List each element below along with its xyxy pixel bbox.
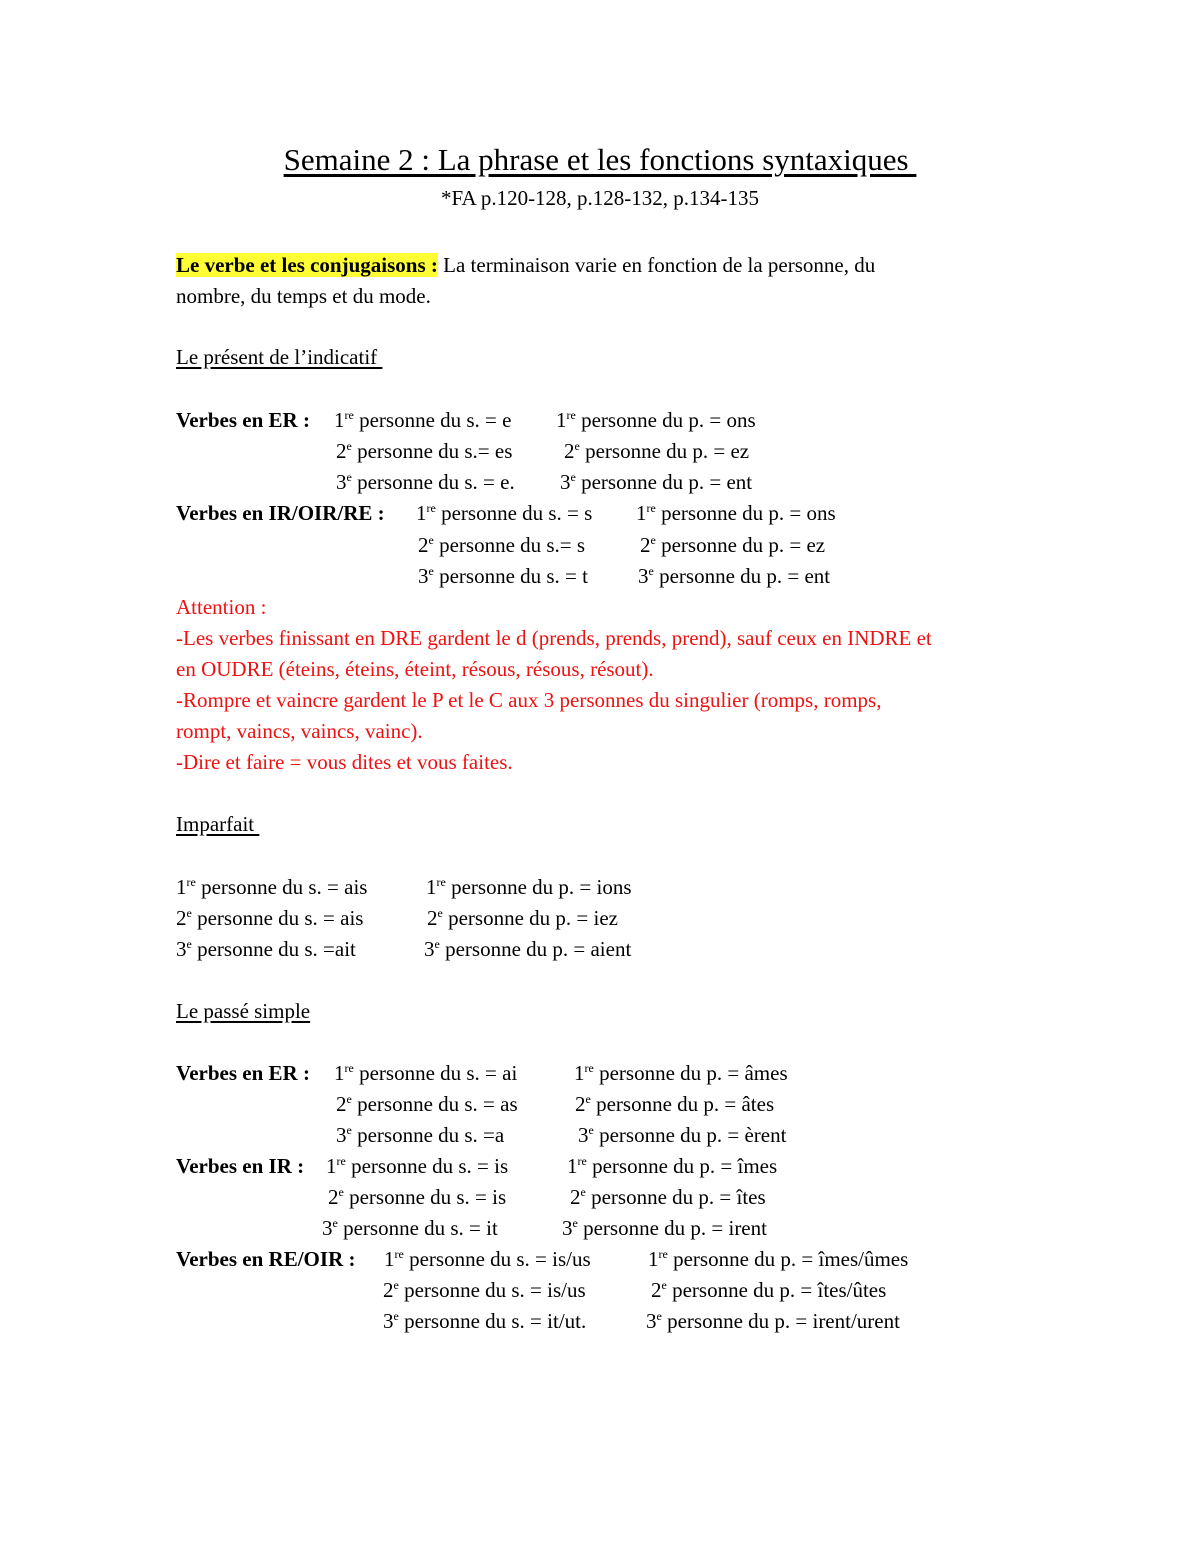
conj-cell: 3e personne du p. = ent: [560, 470, 753, 494]
conj-cell: 2e personne du s.= s: [418, 533, 586, 557]
ps-er-label: Verbes en ER :: [176, 1061, 310, 1085]
conj-cell: 2e personne du s. = ais: [176, 906, 364, 930]
intro-line-1: [176, 252, 875, 278]
conj-cell: 2e personne du s. = as: [336, 1092, 518, 1116]
conj-cell: 3e personne du s. = it/ut.: [383, 1309, 587, 1333]
conj-cell: 1re personne du p. = ions: [426, 875, 632, 899]
conj-cell: 1re personne du s. = is: [326, 1154, 509, 1178]
conj-cell: 3e personne du p. = ent: [638, 564, 831, 588]
conj-cell: 2e personne du p. = îtes: [570, 1185, 766, 1209]
conj-cell: 3e personne du s. = it: [322, 1216, 498, 1240]
present-er-label: Verbes en ER :: [176, 408, 310, 432]
conj-cell: 2e personne du p. = ez: [564, 439, 750, 463]
intro-heading: Le verbe et les conjugaisons :: [176, 253, 438, 277]
conj-cell: 3e personne du p. = irent: [562, 1216, 767, 1240]
intro-line-2: nombre, du temps et du mode.: [176, 284, 431, 308]
attention-heading: Attention :: [176, 595, 267, 619]
attention-line: en OUDRE (éteins, éteins, éteint, résous, résous, résout).: [176, 657, 654, 681]
conj-cell: 3e personne du p. = aient: [424, 937, 632, 961]
present-heading: Le présent de l’indicatif: [176, 345, 383, 369]
conj-cell: 3e personne du s. = t: [418, 564, 588, 588]
conj-cell: 1re personne du p. = âmes: [574, 1061, 788, 1085]
attention-line: rompt, vaincs, vaincs, vainc).: [176, 719, 423, 743]
attention-line: -Dire et faire = vous dites et vous faites.: [176, 750, 513, 774]
intro-text-1: La terminaison varie en fonction de la personne, du: [437, 253, 876, 277]
conj-cell: 3e personne du s. = e.: [336, 470, 515, 494]
conj-cell: 3e personne du p. = èrent: [578, 1123, 787, 1147]
conj-cell: 1re personne du p. = ons: [636, 501, 836, 525]
conj-cell: 2e personne du s. = is: [328, 1185, 507, 1209]
passe-simple-heading: Le passé simple: [176, 999, 311, 1023]
conj-cell: 1re personne du p. = îmes/ûmes: [648, 1247, 909, 1271]
conj-cell: 2e personne du p. = îtes/ûtes: [651, 1278, 887, 1302]
conj-cell: 1re personne du s. = ai: [334, 1061, 518, 1085]
conj-cell: 1re personne du s. = ais: [176, 875, 368, 899]
page-subtitle: *FA p.120-128, p.128-132, p.134-135: [440, 186, 760, 210]
conj-cell: 1re personne du p. = îmes: [567, 1154, 778, 1178]
conj-cell: 1re personne du p. = ons: [556, 408, 756, 432]
attention-line: -Les verbes finissant en DRE gardent le d (prends, prends, prend), sauf ceux en INDRE et: [176, 626, 932, 650]
conj-cell: 1re personne du s. = s: [416, 501, 593, 525]
conj-cell: 2e personne du s. = is/us: [383, 1278, 586, 1302]
conj-cell: 1re personne du s. = is/us: [384, 1247, 591, 1271]
page-title: Semaine 2 : La phrase et les fonctions syntaxiques: [283, 142, 917, 177]
ps-re-label: Verbes en RE/OIR :: [176, 1247, 356, 1271]
conj-cell: 3e personne du s. =a: [336, 1123, 505, 1147]
imparfait-heading: Imparfait: [176, 812, 260, 836]
conj-cell: 2e personne du p. = âtes: [575, 1092, 775, 1116]
conj-cell: 1re personne du s. = e: [334, 408, 512, 432]
conj-cell: 3e personne du s. =ait: [176, 937, 356, 961]
attention-line: -Rompre et vaincre gardent le P et le C aux 3 personnes du singulier (romps, romps,: [176, 688, 882, 712]
conj-cell: 2e personne du p. = ez: [640, 533, 826, 557]
conj-cell: 2e personne du s.= es: [336, 439, 513, 463]
ps-ir-label: Verbes en IR :: [176, 1154, 305, 1178]
conj-cell: 2e personne du p. = iez: [427, 906, 618, 930]
conj-cell: 3e personne du p. = irent/urent: [646, 1309, 900, 1333]
present-ir-label: Verbes en IR/OIR/RE :: [176, 501, 385, 525]
